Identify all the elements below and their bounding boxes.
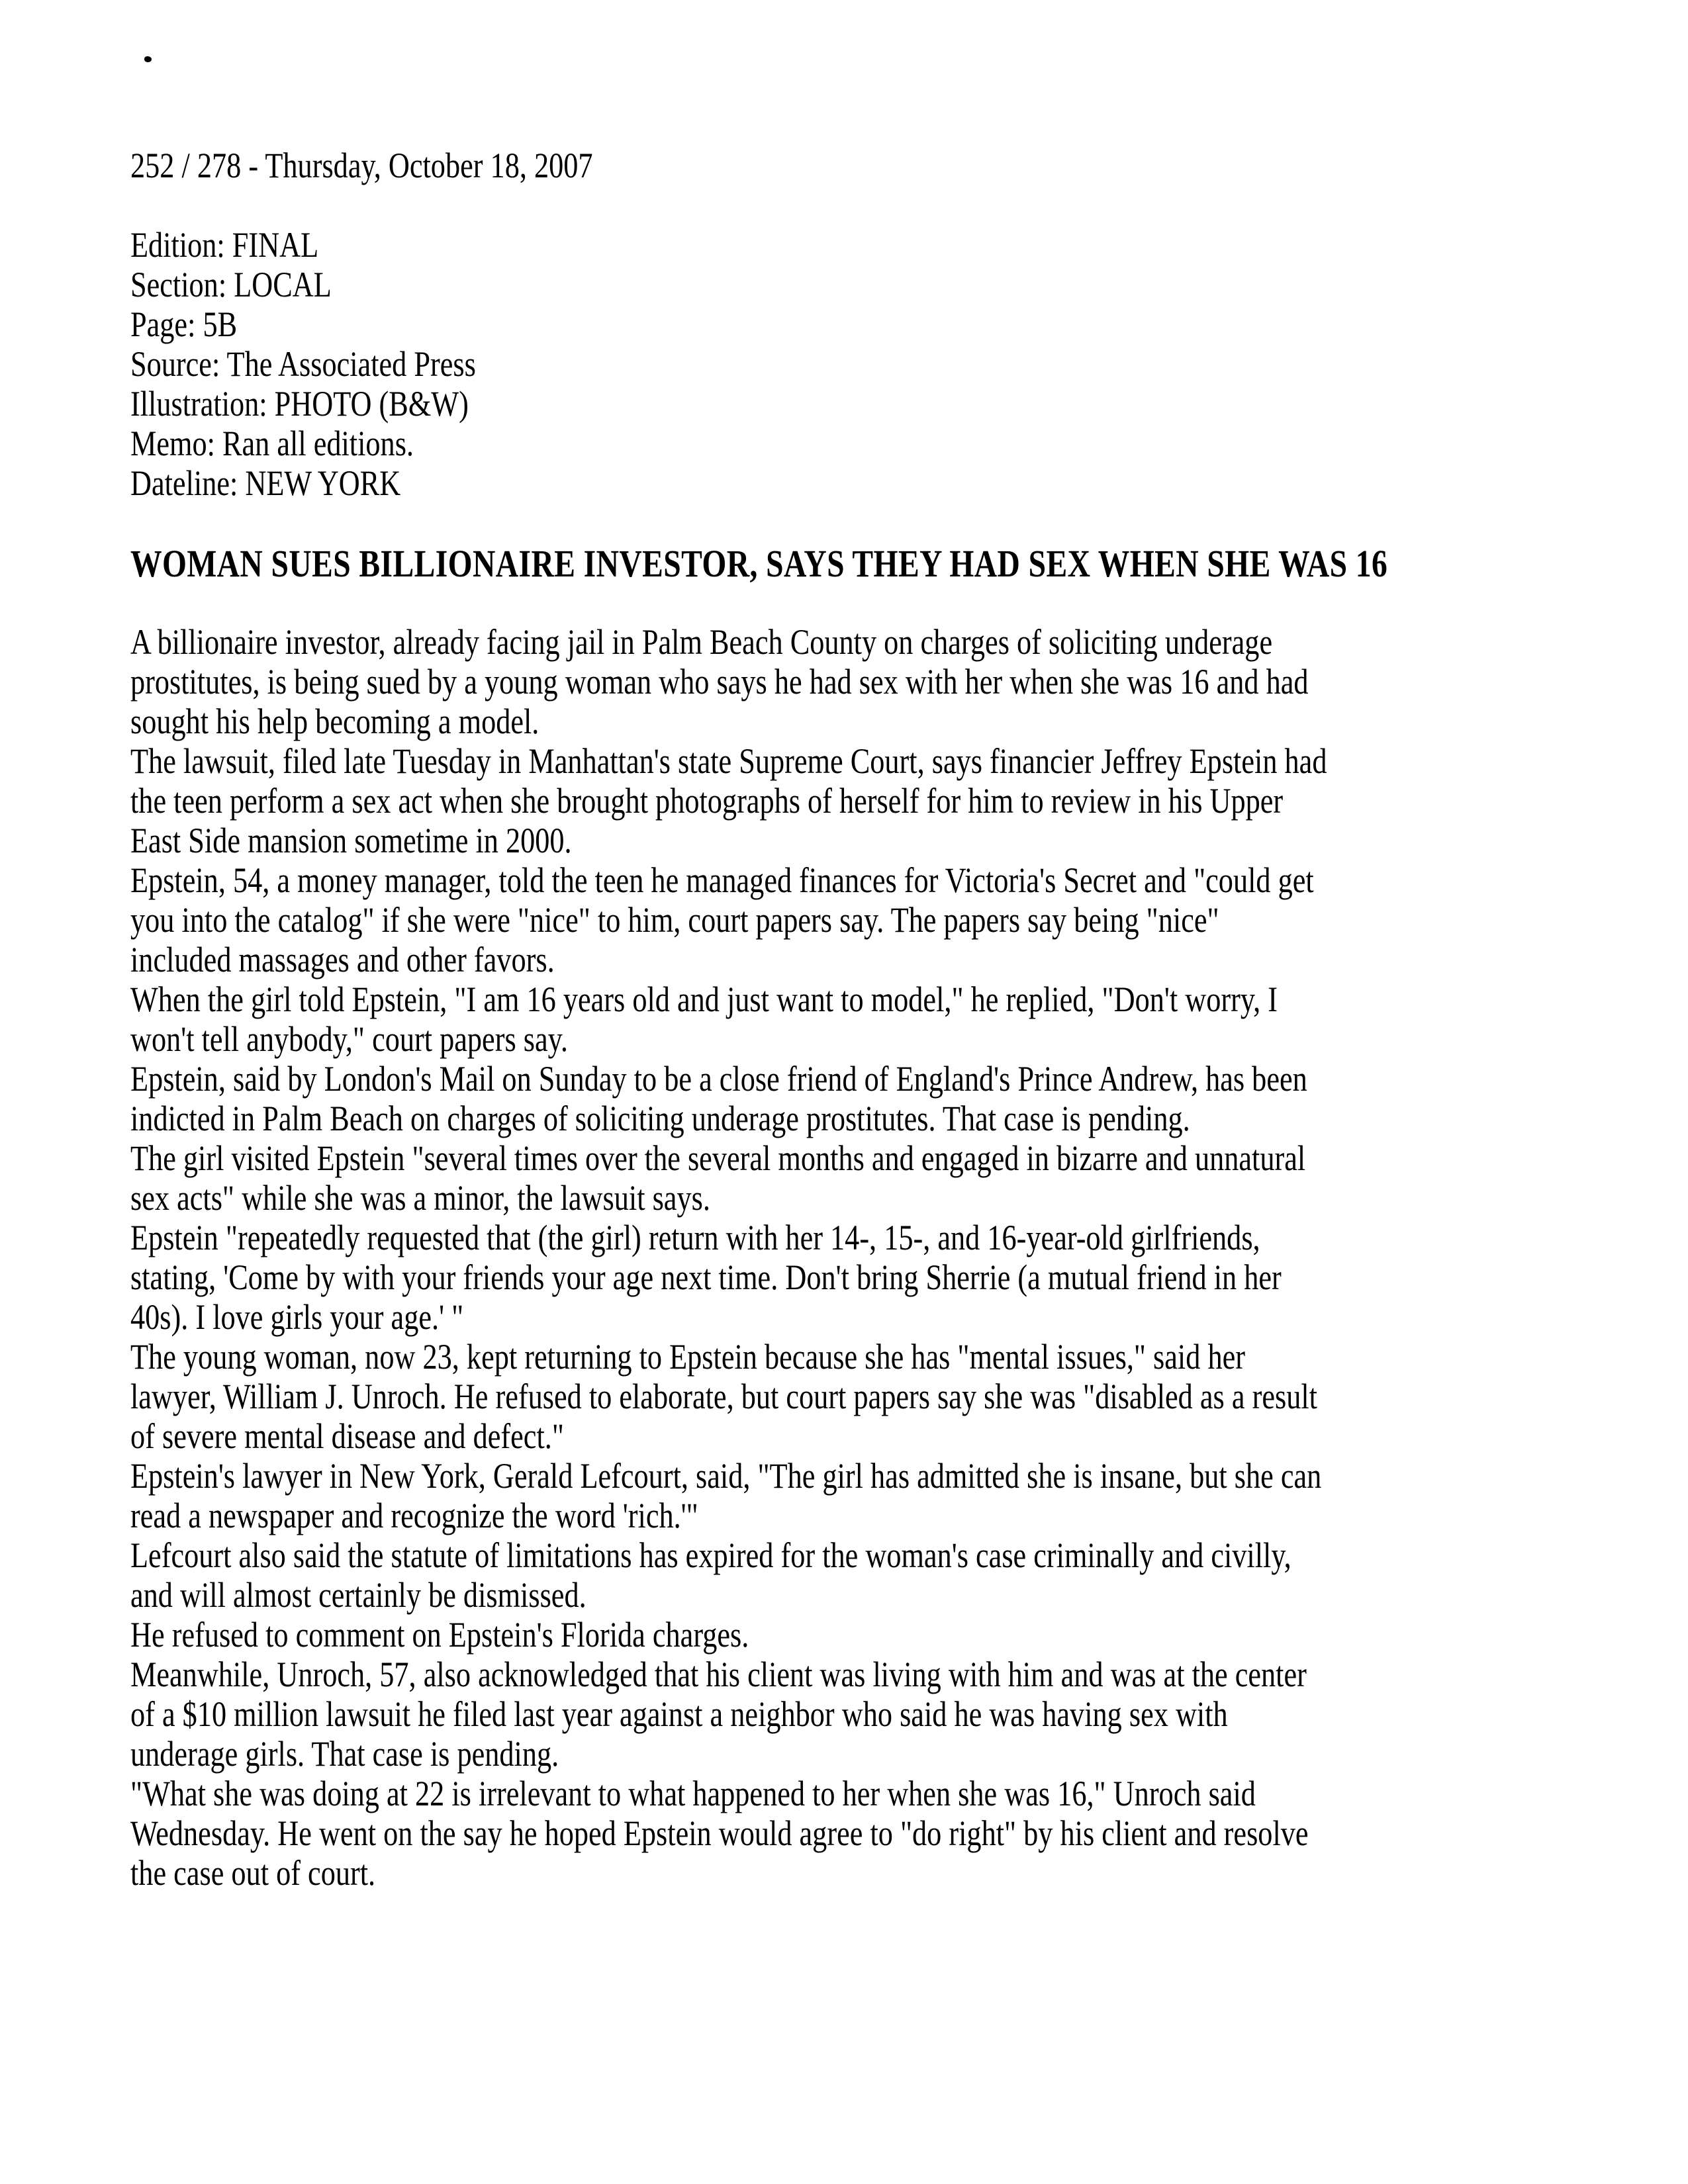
headline: WOMAN SUES BILLIONAIRE INVESTOR, SAYS THEY HAD SEX WHEN SHE WAS 16	[130, 542, 1388, 585]
body-paragraph	[130, 860, 1327, 979]
body-line: the case out of court.	[130, 1853, 376, 1893]
body-line: sex acts" while she was a minor, the lawsuit says.	[130, 1178, 710, 1218]
body-line: "What she was doing at 22 is irrelevant to what happened to her when she was 16," Unroch said	[130, 1774, 1256, 1813]
body-line: lawyer, William J. Unroch. He refused to elaborate, but court papers say she was "disabled as a result	[130, 1377, 1317, 1416]
body-line: East Side mansion sometime in 2000.	[130, 821, 572, 860]
body-line: of a $10 million lawsuit he filed last year against a neighbor who said he was having sex with	[130, 1694, 1228, 1734]
body-paragraph	[130, 1456, 1327, 1535]
body-paragraph	[130, 1615, 1327, 1655]
body-line: won't tell anybody," court papers say.	[130, 1019, 568, 1059]
body-line: of severe mental disease and defect."	[130, 1416, 564, 1456]
metadata-block	[130, 225, 476, 503]
body-paragraph	[130, 1774, 1327, 1893]
body-line: The young woman, now 23, kept returning to Epstein because she has "mental issues," said her	[130, 1337, 1245, 1377]
body-line: The lawsuit, filed late Tuesday in Manhattan's state Supreme Court, says financier Jeffrey Epstein had	[130, 741, 1327, 781]
metadata-line: Source: The Associated Press	[130, 344, 476, 384]
scan-artifact-speck	[144, 56, 152, 62]
body-paragraph	[130, 1059, 1327, 1138]
body-paragraph	[130, 1337, 1327, 1456]
body-line: When the girl told Epstein, "I am 16 years old and just want to model," he replied, "Don't worry, I	[130, 979, 1278, 1019]
article-body	[130, 622, 1327, 1893]
body-paragraph	[130, 1138, 1327, 1218]
body-line: prostitutes, is being sued by a young woman who says he had sex with her when she was 16 and had	[130, 662, 1309, 702]
body-paragraph	[130, 1535, 1327, 1615]
body-line: Lefcourt also said the statute of limitations has expired for the woman's case criminally and civilly,	[130, 1535, 1291, 1575]
metadata-line: Section: LOCAL	[130, 265, 332, 304]
body-line: Epstein's lawyer in New York, Gerald Lefcourt, said, "The girl has admitted she is insane, but she can	[130, 1456, 1322, 1496]
page-header: 252 / 278 - Thursday, October 18, 2007	[130, 146, 593, 185]
body-line: included massages and other favors.	[130, 940, 555, 979]
body-line: Wednesday. He went on the say he hoped Epstein would agree to "do right" by his client and resolve	[130, 1813, 1309, 1853]
body-line: The girl visited Epstein "several times over the several months and engaged in bizarre and unnatural	[130, 1138, 1306, 1178]
body-line: Epstein, 54, a money manager, told the teen he managed finances for Victoria's Secret and "could get	[130, 860, 1314, 900]
body-line: stating, 'Come by with your friends your age next time. Don't bring Sherrie (a mutual friend in her	[130, 1257, 1282, 1297]
metadata-line: Illustration: PHOTO (B&W)	[130, 384, 469, 424]
body-line: you into the catalog" if she were "nice" to him, court papers say. The papers say being "nice"	[130, 900, 1219, 940]
body-line: and will almost certainly be dismissed.	[130, 1575, 586, 1615]
body-line: Meanwhile, Unroch, 57, also acknowledged that his client was living with him and was at the center	[130, 1655, 1307, 1694]
metadata-line: Page: 5B	[130, 304, 238, 344]
body-line: underage girls. That case is pending.	[130, 1734, 559, 1774]
body-paragraph	[130, 622, 1327, 741]
body-line: Epstein "repeatedly requested that (the girl) return with her 14-, 15-, and 16-year-old girlfriends,	[130, 1218, 1260, 1257]
metadata-line: Dateline: NEW YORK	[130, 463, 401, 503]
body-paragraph	[130, 741, 1327, 860]
body-paragraph	[130, 979, 1327, 1059]
body-line: indicted in Palm Beach on charges of soliciting underage prostitutes. That case is pending.	[130, 1099, 1190, 1138]
body-paragraph	[130, 1655, 1327, 1774]
body-line: A billionaire investor, already facing jail in Palm Beach County on charges of soliciting underage	[130, 622, 1273, 662]
body-line: read a newspaper and recognize the word 'rich.'"	[130, 1496, 698, 1535]
metadata-line: Edition: FINAL	[130, 225, 319, 265]
body-line: the teen perform a sex act when she brought photographs of herself for him to review in his Upper	[130, 781, 1284, 821]
body-paragraph	[130, 1218, 1327, 1337]
body-line: Epstein, said by London's Mail on Sunday to be a close friend of England's Prince Andrew, has been	[130, 1059, 1307, 1099]
body-line: sought his help becoming a model.	[130, 702, 539, 741]
body-line: 40s). I love girls your age.' "	[130, 1297, 464, 1337]
metadata-line: Memo: Ran all editions.	[130, 424, 414, 463]
body-line: He refused to comment on Epstein's Florida charges.	[130, 1615, 749, 1655]
